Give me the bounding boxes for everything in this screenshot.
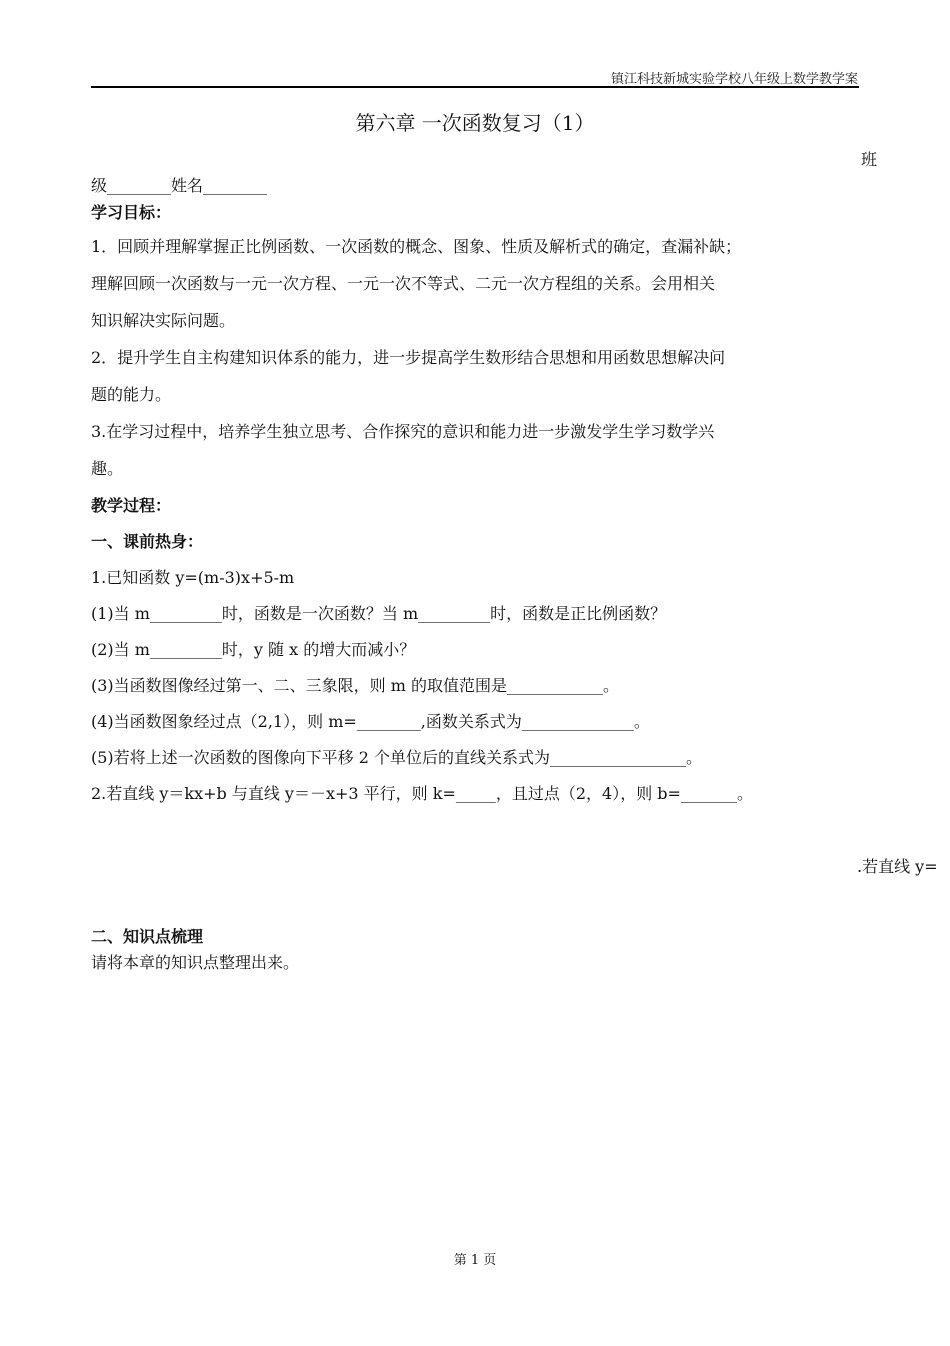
page-number: 第 1 页 [453, 1253, 497, 1268]
section-knowledge-heading: 二、知识点梳理 [91, 927, 204, 946]
goal-line: 3.在学习过程中，培养学生独立思考、合作探究的意识和能力进一步激发学生学习数学兴 [91, 422, 715, 441]
section-knowledge-text: 请将本章的知识点整理出来。 [91, 953, 300, 972]
goal-line: 趣。 [91, 459, 124, 478]
section-warmup-heading: 一、课前热身： [91, 532, 204, 551]
header-school-name: 镇江科技新城实验学校八年级上数学教学案 [610, 72, 858, 87]
goal-line: 题的能力。 [91, 385, 172, 404]
page-title: 第六章 一次函数复习（1） [355, 111, 595, 135]
class-label: 班 [861, 150, 878, 169]
question-2: 2.若直线 y＝kx+b 与直线 y＝－x+3 平行，则 k=_____，且过点（2，4），则 b=_______。 [91, 784, 753, 803]
process-heading: 教学过程： [91, 496, 172, 515]
question-1-part: (3)当函数图像经过第一、二、三象限，则 m 的取值范围是____________。 [91, 676, 620, 695]
overflow-text-fragment: .若直线 y= [857, 857, 938, 876]
question-1-part: (5)若将上述一次函数的图像向下平移 2 个单位后的直线关系式为_________________。 [91, 748, 703, 767]
class-name-line: 级________姓名________ [91, 176, 268, 195]
question-1-part: (2)当 m_________时，y 随 x 的增大而减小？ [91, 640, 416, 659]
goal-line: 2．提升学生自主构建知识体系的能力，进一步提高学生数形结合思想和用函数思想解决问 [91, 348, 726, 367]
goal-line: 1．回顾并理解掌握正比例函数、一次函数的概念、图象、性质及解析式的确定，查漏补缺； [91, 237, 742, 256]
goal-line: 知识解决实际问题。 [91, 311, 236, 330]
question-1-part: (1)当 m_________时，函数是一次函数？当 m_________时，函数是正比例函数？ [91, 604, 667, 623]
goals-heading: 学习目标： [91, 203, 172, 222]
question-1-part: (4)当函数图象经过点（2,1），则 m=________,函数关系式为______________。 [91, 712, 650, 731]
question-1: 1.已知函数 y=(m-3)x+5-m [91, 568, 295, 587]
header-divider [91, 86, 859, 88]
goal-line: 理解回顾一次函数与一元一次方程、一元一次不等式、二元一次方程组的关系。会用相关 [91, 274, 716, 293]
